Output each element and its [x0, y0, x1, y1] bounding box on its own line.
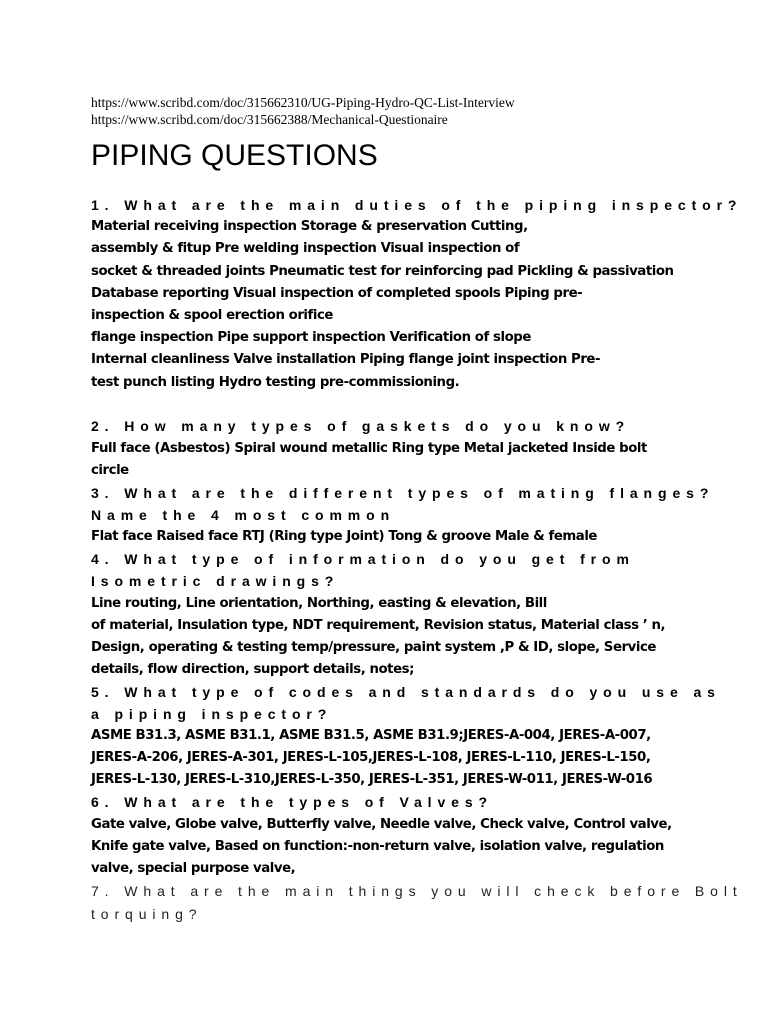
answer-1-line: Internal cleanliness Valve installation Piping flange joint inspection Pre-	[91, 352, 601, 367]
answer-4-line: details, flow direction, support details, notes;	[91, 662, 414, 677]
question-3-text: Name the 4 most common	[91, 507, 396, 523]
answer-1-line: inspection & spool erection orifice	[91, 308, 333, 323]
answer-3-line: Flat face Raised face RTJ (Ring type Joint) Tong & groove Male & female	[91, 529, 597, 544]
source-link-2[interactable]: https://www.scribd.com/doc/315662388/Mechanical-Questionaire	[91, 112, 448, 127]
question-5-text: a piping inspector?	[91, 706, 333, 722]
question-7-text: 7. What are the main things you will check before Bolt	[91, 883, 743, 899]
answer-5-line: JERES-L-130, JERES-L-310,JERES-L-350, JERES-L-351, JERES-W-011, JERES-W-016	[91, 772, 653, 787]
answer-6-line: valve, special purpose valve,	[91, 861, 296, 876]
answer-5-line: ASME B31.3, ASME B31.1, ASME B31.5, ASME B31.9;JERES-A-004, JERES-A-007,	[91, 728, 651, 743]
answer-2-line: circle	[91, 463, 129, 478]
question-6-text: 6. What are the types of Valves?	[91, 794, 493, 810]
document-title: PIPING QUESTIONS	[91, 139, 378, 172]
answer-1-line: assembly & fitup Pre welding inspection Visual inspection of	[91, 241, 520, 256]
question-7-text: torquing?	[91, 906, 203, 922]
answer-1-line: flange inspection Pipe support inspection Verification of slope	[91, 330, 531, 345]
question-4-text: Isometric drawings?	[91, 573, 340, 589]
answer-6-line: Knife gate valve, Based on function:-non-return valve, isolation valve, regulation	[91, 839, 664, 854]
answer-4-line: of material, Insulation type, NDT requirement, Revision status, Material class ’ n,	[91, 618, 666, 633]
answer-1-line: socket & threaded joints Pneumatic test for reinforcing pad Pickling & passivation	[91, 264, 674, 279]
question-5-text: 5. What type of codes and standards do you use as	[91, 684, 721, 700]
answer-2-line: Full face (Asbestos) Spiral wound metallic Ring type Metal jacketed Inside bolt	[91, 441, 647, 456]
answer-1-line: test punch listing Hydro testing pre-commissioning.	[91, 375, 460, 390]
question-1-text: 1. What are the main duties of the piping inspector?	[91, 197, 743, 213]
source-link-1[interactable]: https://www.scribd.com/doc/315662310/UG-Piping-Hydro-QC-List-Interview	[91, 95, 515, 110]
answer-4-line: Design, operating & testing temp/pressure, paint system ,P & ID, slope, Service	[91, 640, 656, 655]
answer-5-line: JERES-A-206, JERES-A-301, JERES-L-105,JERES-L-108, JERES-L-110, JERES-L-150,	[91, 750, 651, 765]
answer-4-line: Line routing, Line orientation, Northing, easting & elevation, Bill	[91, 596, 547, 611]
answer-6-line: Gate valve, Globe valve, Butterfly valve, Needle valve, Check valve, Control valve,	[91, 817, 672, 832]
question-3-text: 3. What are the different types of mating flanges?	[91, 485, 715, 501]
answer-1-line: Material receiving inspection Storage & preservation Cutting,	[91, 219, 528, 234]
question-2-text: 2. How many types of gaskets do you know?	[91, 418, 631, 434]
question-4-text: 4. What type of information do you get from	[91, 551, 635, 567]
answer-1-line: Database reporting Visual inspection of completed spools Piping pre-	[91, 286, 583, 301]
